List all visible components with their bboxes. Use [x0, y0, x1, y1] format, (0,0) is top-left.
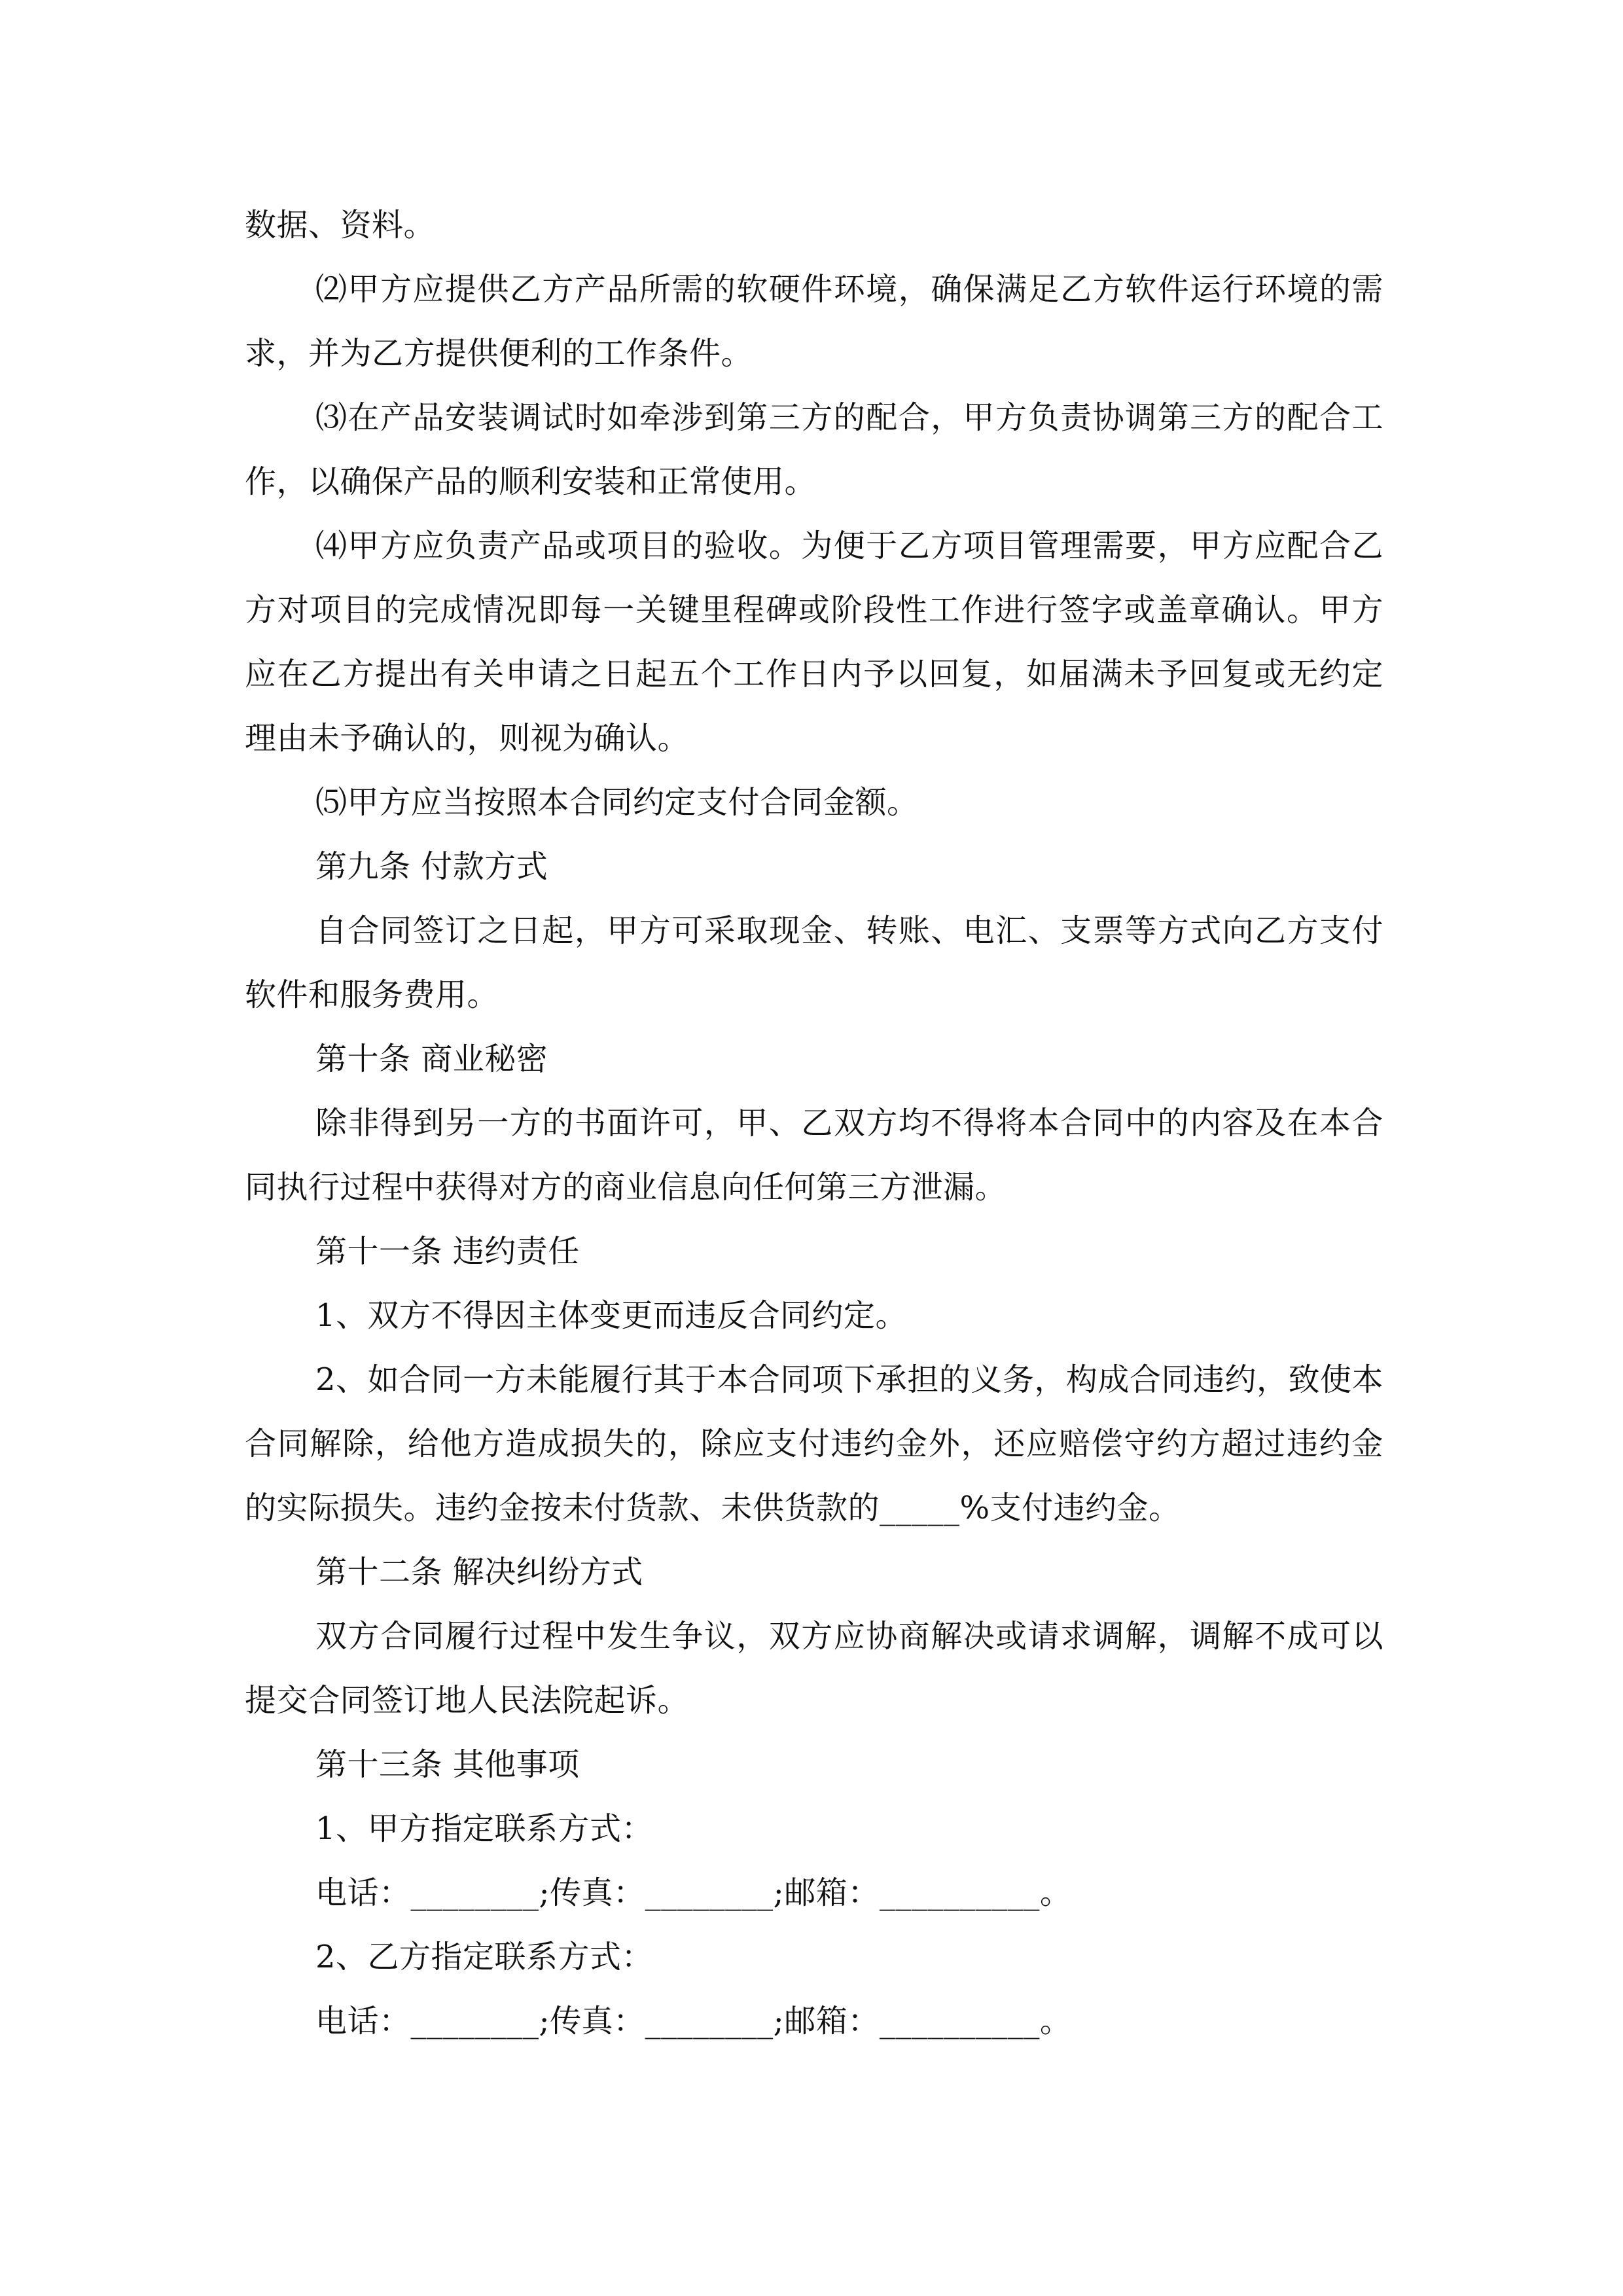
paragraph-item-4: ⑷甲方应负责产品或项目的验收。为便于乙方项目管理需要，甲方应配合乙方对项目的完成情况即每一关键里程碑或阶段性工作进行签字或盖章确认。甲方应在乙方提出有关申请之日起五个工作日内予以回复，如届满未予回复或无约定理由未予确认的，则视为确认。: [245, 528, 1383, 757]
article-12-body: 双方合同履行过程中发生争议，双方应协商解决或请求调解，调解不成可以提交合同签订地人民法院起诉。: [245, 1618, 1383, 1719]
paragraph-continuation: 数据、资料。: [245, 207, 436, 243]
article-10-body: 除非得到另一方的书面许可，甲、乙双方均不得将本合同中的内容及在本合同执行过程中获得对方的商业信息向任何第三方泄漏。: [245, 1105, 1383, 1206]
party-b-contact-fields: 电话：________;传真：________;邮箱：__________。: [315, 2003, 1072, 2039]
article-9-heading: 第九条 付款方式: [315, 848, 548, 885]
article-13-heading: 第十三条 其他事项: [315, 1746, 580, 1783]
document-page: [245, 193, 1383, 2053]
party-b-contact-label: 2、乙方指定联系方式：: [315, 1939, 654, 1975]
article-11-clause-1: 1、双方不得因主体变更而违反合同约定。: [315, 1297, 908, 1334]
party-a-contact-label: 1、甲方指定联系方式：: [315, 1810, 654, 1847]
party-a-contact-fields: 电话：________;传真：________;邮箱：__________。: [315, 1874, 1072, 1911]
paragraph-item-3: ⑶在产品安装调试时如牵涉到第三方的配合，甲方负责协调第三方的配合工作，以确保产品的顺利安装和正常使用。: [245, 399, 1383, 500]
article-10-heading: 第十条 商业秘密: [315, 1041, 548, 1077]
article-12-heading: 第十二条 解决纠纷方式: [315, 1554, 643, 1590]
article-9-body: 自合同签订之日起，甲方可采取现金、转账、电汇、支票等方式向乙方支付软件和服务费用。: [245, 912, 1383, 1013]
article-11-heading: 第十一条 违约责任: [315, 1233, 580, 1270]
article-11-clause-2: 2、如合同一方未能履行其于本合同项下承担的义务，构成合同违约，致使本合同解除，给他方造成损失的，除应支付违约金外，还应赔偿守约方超过违约金的实际损失。违约金按未付货款、未供货款的_____%支付违约金。: [245, 1361, 1383, 1526]
paragraph-item-5: ⑸甲方应当按照本合同约定支付合同金额。: [315, 784, 919, 821]
paragraph-item-2: ⑵甲方应提供乙方产品所需的软硬件环境，确保满足乙方软件运行环境的需求，并为乙方提供便利的工作条件。: [245, 271, 1383, 372]
